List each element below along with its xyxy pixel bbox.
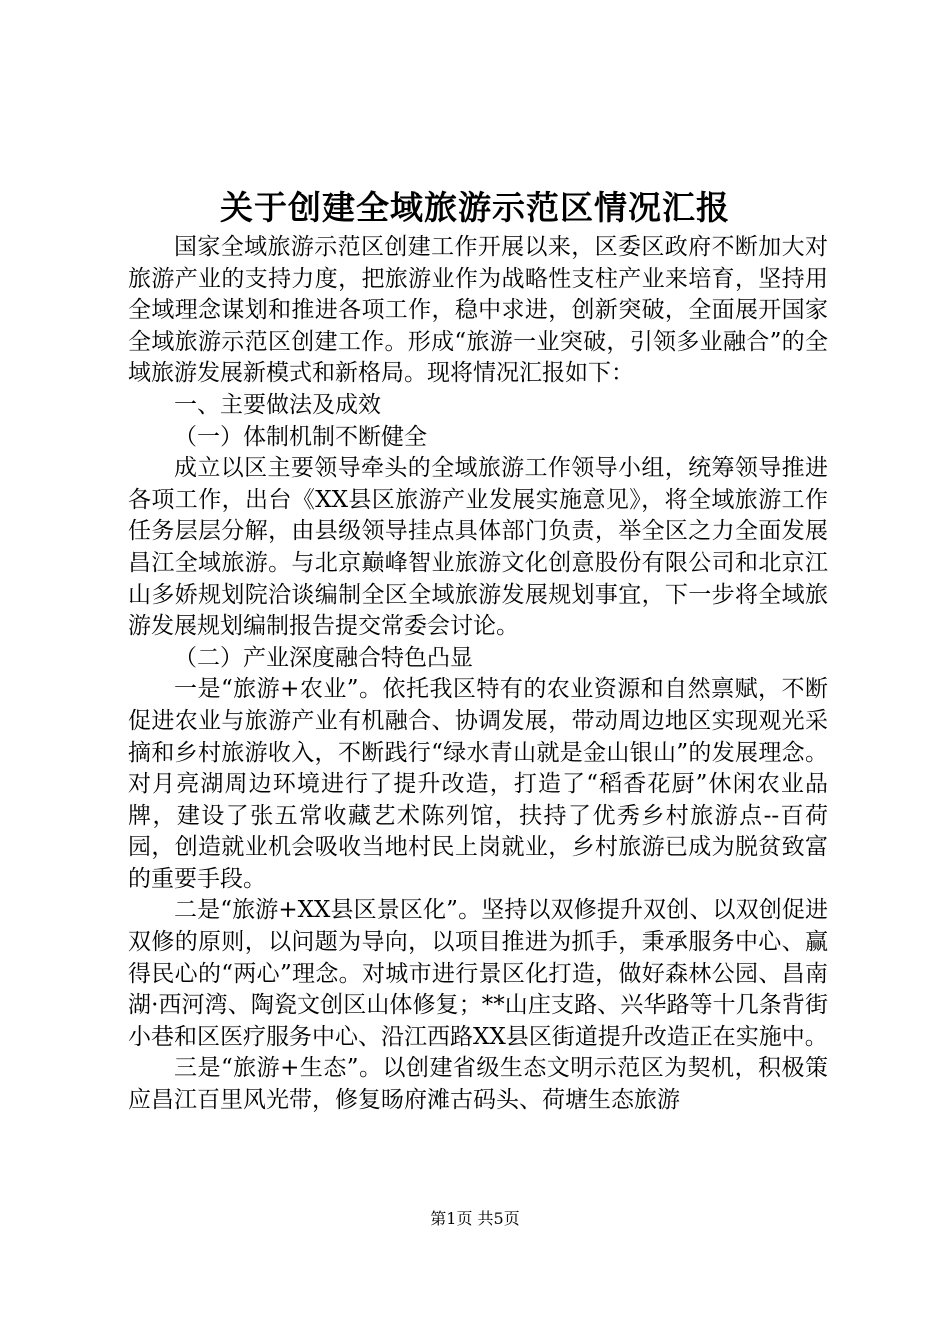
page-number: 第1页 — [430, 1209, 473, 1228]
body-paragraph: 二是“旅游+XX县区景区化”。坚持以双修提升双创、以双创促进双修的原则，以问题为导向，以项目推进为抓手，秉承服务中心、赢得民心的“两心”理念。对城市进行景区化打造，做好森林公园、昌南湖·西河湾、陶瓷文创区山体修复；**山庄支路、兴华路等十几条背街小巷和区医疗服务中心、沿江西路XX县区街道提升改造正在实施中。 — [128, 897, 828, 1050]
document-body — [128, 232, 828, 1117]
body-paragraph: 成立以区主要领导牵头的全域旅游工作领导小组，统筹领导推进各项工作，出台《XX县区旅游产业发展实施意见》，将全域旅游工作任务层层分解，由县级领导挂点具体部门负责，举全区之力全面发展昌江全域旅游。与北京巅峰智业旅游文化创意股份有限公司和北京江山多娇规划院洽谈编制全区全域旅游发展规划事宜，下一步将全域旅游发展规划编制报告提交常委会讨论。 — [128, 455, 828, 640]
document-title: 关于创建全域旅游示范区情况汇报 — [220, 188, 730, 227]
intro-paragraph: 国家全域旅游示范区创建工作开展以来，区委区政府不断加大对旅游产业的支持力度，把旅游业作为战略性支柱产业来培育，坚持用全域理念谋划和推进各项工作，稳中求进，创新突破，全面展开国家全域旅游示范区创建工作。形成“旅游一业突破，引领多业融合”的全域旅游发展新模式和新格局。现将情况汇报如下： — [128, 234, 828, 387]
body-paragraph: 一是“旅游+农业”。依托我区特有的农业资源和自然禀赋，不断促进农业与旅游产业有机融合、协调发展，带动周边地区实现观光采摘和乡村旅游收入，不断践行“绿水青山就是金山银山”的发展理念。对月亮湖周边环境进行了提升改造，打造了“稻香花厨”休闲农业品牌，建设了张五常收藏艺术陈列馆，扶持了优秀乡村旅游点--百荷园，创造就业机会吸收当地村民上岗就业，乡村旅游已成为脱贫致富的重要手段。 — [128, 676, 828, 892]
page-total: 共5页 — [477, 1209, 520, 1228]
subsection-heading: （二）产业深度融合特色凸显 — [174, 644, 473, 671]
section-heading: 一、主要做法及成效 — [174, 391, 381, 418]
subsection-heading: （一）体制机制不断健全 — [174, 423, 427, 450]
page-footer — [0, 1208, 950, 1230]
body-paragraph: 三是“旅游+生态”。以创建省级生态文明示范区为契机，积极策应昌江百里风光带，修复旸府滩古码头、荷塘生态旅游 — [128, 1055, 828, 1114]
